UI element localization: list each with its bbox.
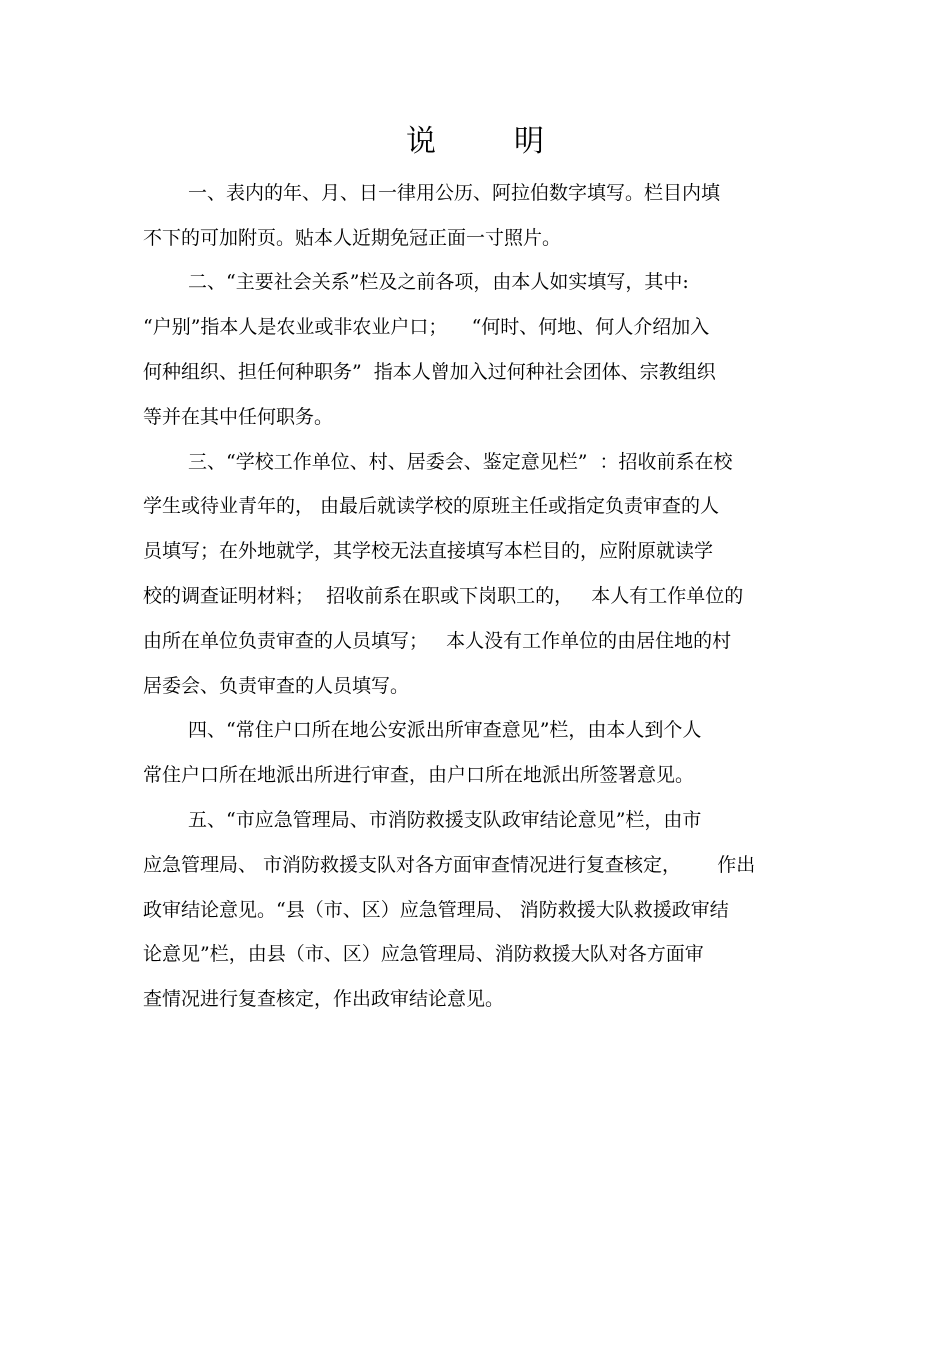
- paragraph-3-line-4: 校的调查证明材料； 招收前系在职或下岗职工的， 本人有工作单位的: [143, 585, 744, 607]
- title-char-left: 说: [406, 124, 436, 159]
- paragraph-3-line-5: 由所在单位负责审查的人员填写； 本人没有工作单位的由居住地的村: [143, 630, 732, 652]
- paragraph-5-line-1: 五、“市应急管理局、市消防救援支队政审结论意见”栏，由市: [188, 809, 702, 831]
- paragraph-2-line-4: 等并在其中任何职务。: [143, 406, 334, 428]
- paragraph-5-line-2: 应急管理局、 市消防救援支队对各方面审查情况进行复查核定， 作出: [143, 854, 756, 876]
- paragraph-3-line-1: 三、“学校工作单位、村、居委会、鉴定意见栏” ：招收前系在校: [188, 451, 733, 473]
- paragraph-2-line-1: 二、“主要社会关系”栏及之前各项，由本人如实填写，其中:: [188, 271, 689, 293]
- page-title: [0, 120, 950, 164]
- paragraph-3-line-3: 员填写；在外地就学，其学校无法直接填写本栏目的，应附原就读学: [143, 540, 714, 562]
- paragraph-2-line-2: “户别”指本人是农业或非农业户口； “何时、何地、何人介绍加入: [143, 316, 710, 338]
- paragraph-5-line-4: 论意见”栏，由县（市、区）应急管理局、消防救援大队对各方面审: [143, 943, 704, 965]
- paragraph-5-line-3: 政审结论意见。“县（市、区）应急管理局、 消防救援大队救援政审结: [143, 899, 729, 921]
- title-char-right: 明: [514, 124, 544, 159]
- paragraph-4-line-2: 常住户口所在地派出所进行审查，由户口所在地派出所签署意见。: [143, 764, 695, 786]
- paragraph-1-line-1: 一、表内的年、月、日一律用公历、阿拉伯数字填写。栏目内填: [188, 182, 721, 204]
- paragraph-1-line-2: 不下的可加附页。贴本人近期免冠正面一寸照片。: [143, 227, 562, 249]
- paragraph-4-line-1: 四、“常住户口所在地公安派出所审查意见”栏，由本人到个人: [188, 719, 702, 741]
- paragraph-2-line-3: 何种组织、担任何种职务” 指本人曾加入过何种社会团体、宗教组织: [143, 361, 716, 383]
- paragraph-3-line-2: 学生或待业青年的， 由最后就读学校的原班主任或指定负责审查的人: [143, 495, 720, 517]
- paragraph-5-line-5: 查情况进行复查核定，作出政审结论意见。: [143, 988, 505, 1010]
- paragraph-3-line-6: 居委会、负责审查的人员填写。: [143, 675, 410, 697]
